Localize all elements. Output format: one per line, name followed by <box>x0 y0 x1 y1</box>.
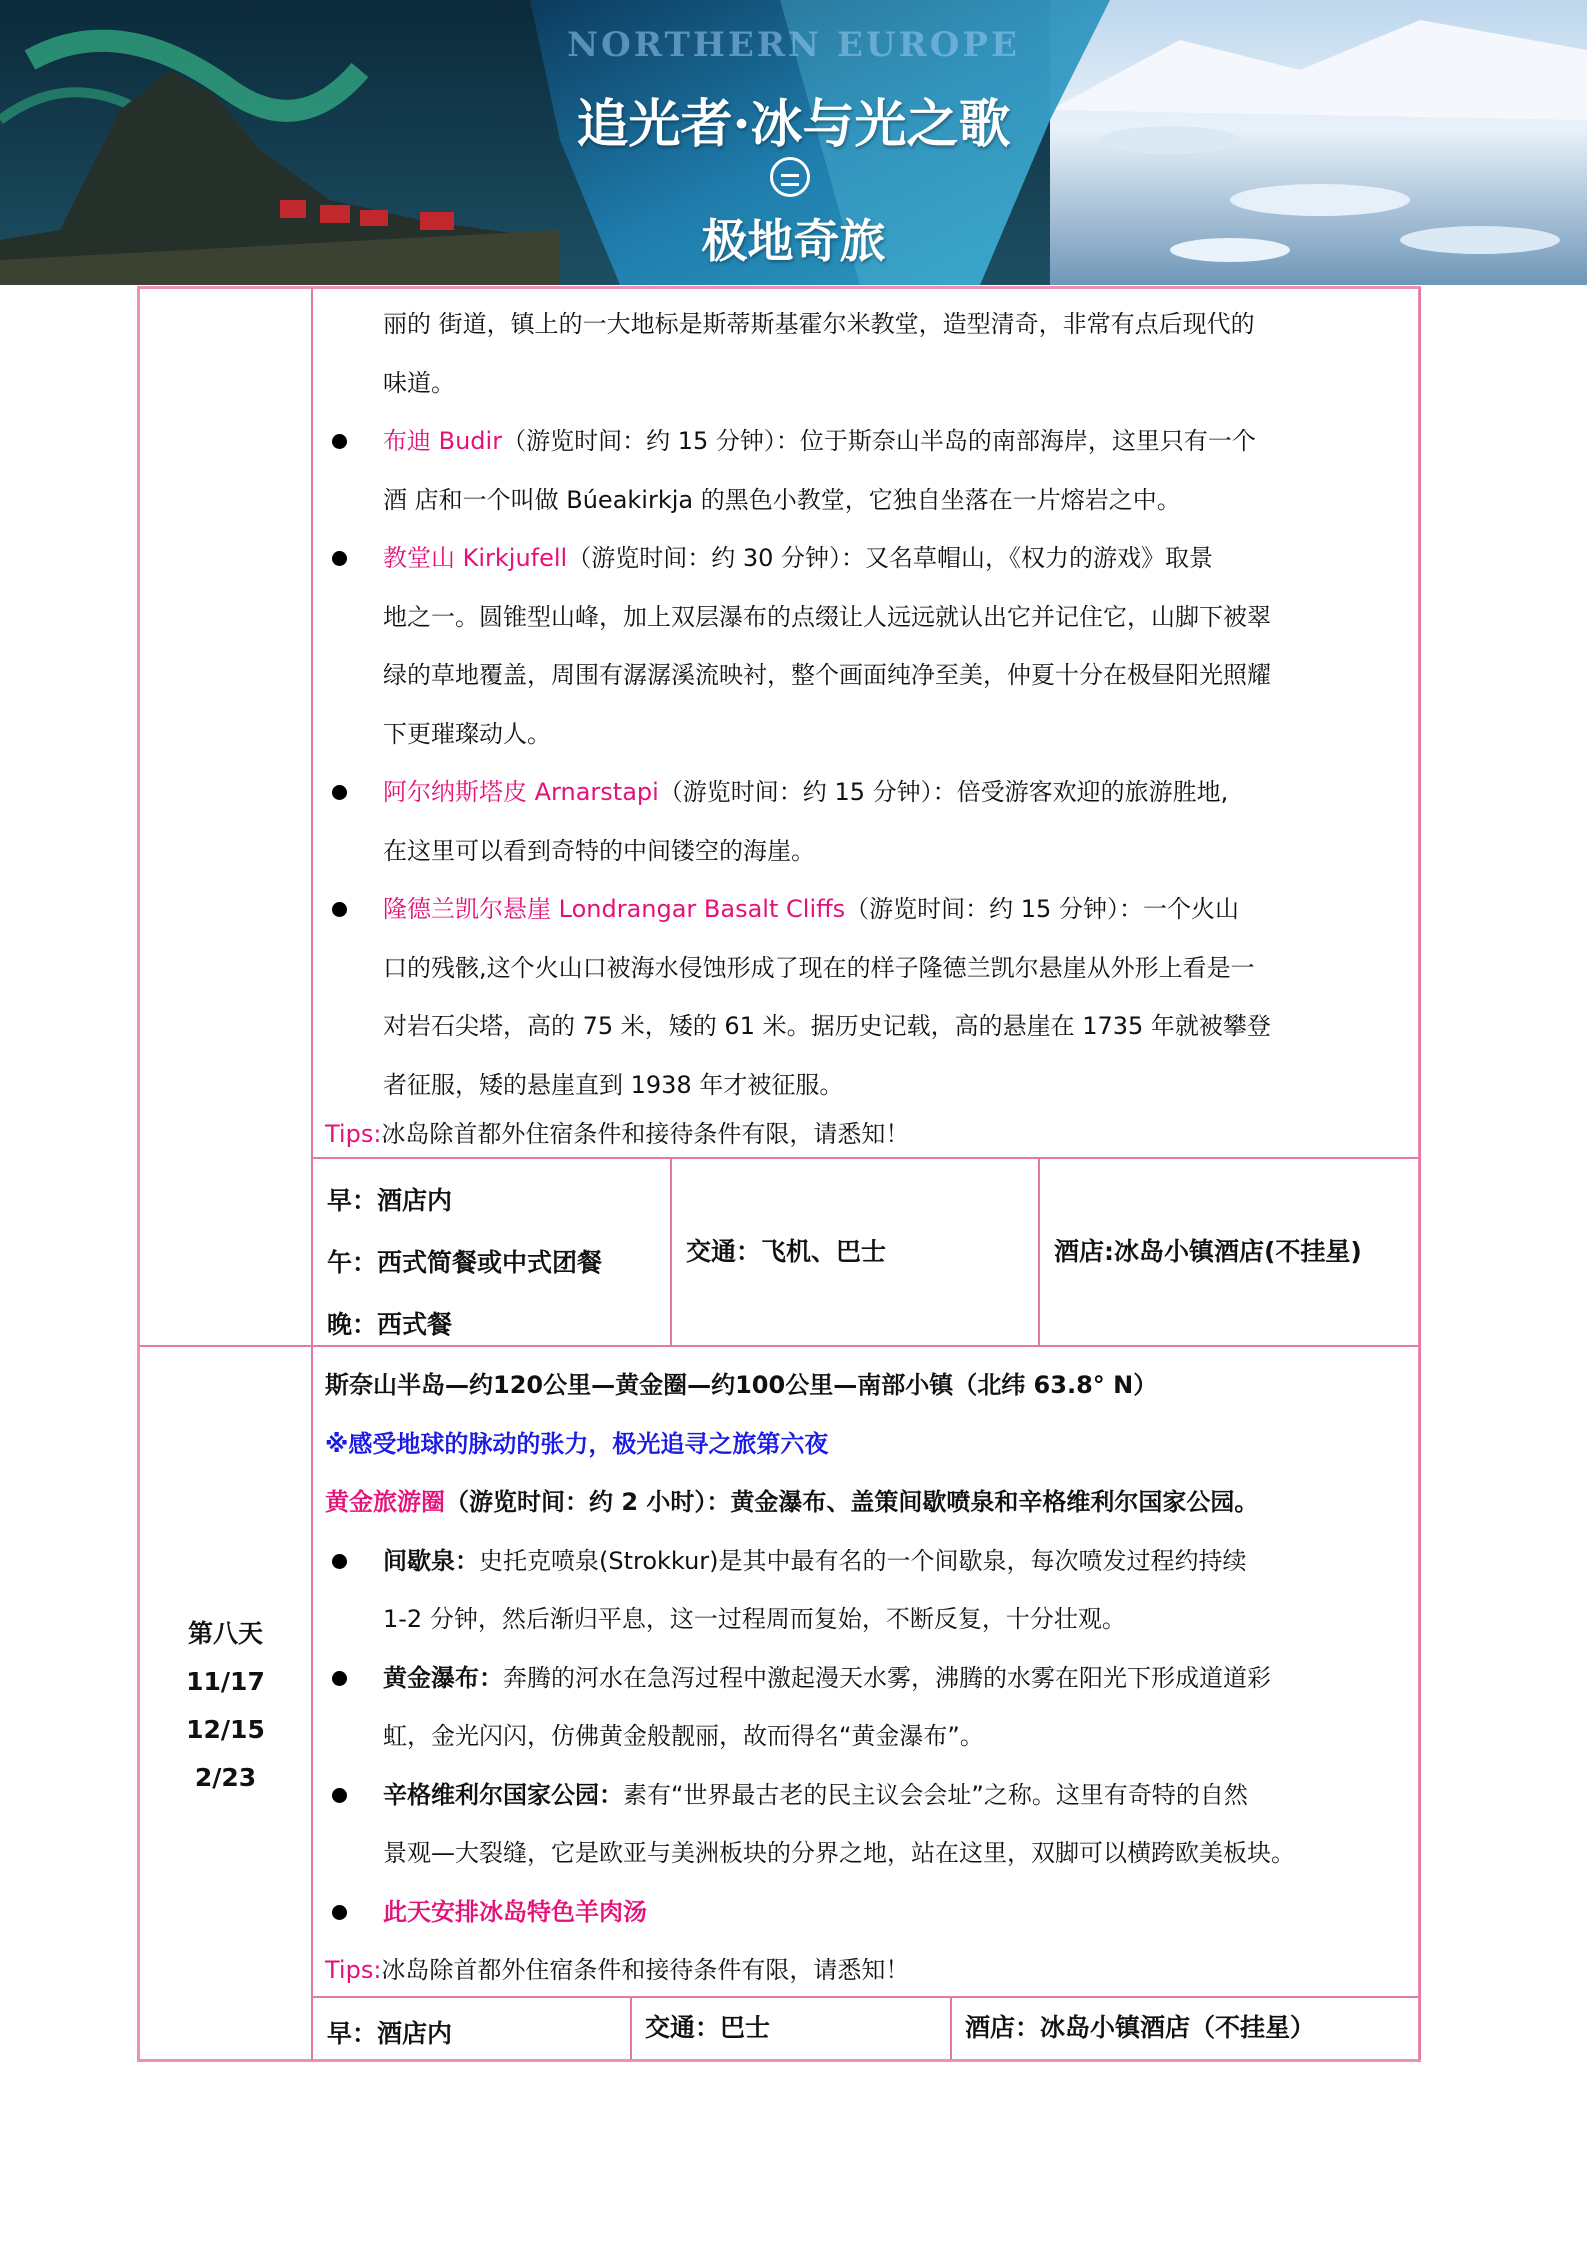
day8-content <box>325 1356 1415 2000</box>
attraction-desc: （游览时间：约 15 分钟）：一个火山 <box>845 895 1239 923</box>
intro-line: 丽的 街道，镇上的一大地标是斯蒂斯基霍尔米教堂，造型清奇，非常有点后现代的 <box>383 310 1255 338</box>
hotel-cell: 酒店：冰岛小镇酒店（不挂星） <box>965 2013 1316 2042</box>
attraction-name: 布迪 Budir <box>383 427 503 455</box>
attraction-name: 隆德兰凯尔悬崖 Londrangar Basalt Cliffs <box>383 895 846 923</box>
attraction-desc: 对岩石尖塔，高的 75 米，矮的 61 米。据历史记载，高的悬崖在 1735 年就被攀登 <box>383 1012 1271 1040</box>
tips-text: 冰岛除首都外住宿条件和接待条件有限，请悉知！ <box>381 1956 910 1984</box>
banner-title: 追光者·冰与光之歌 <box>576 94 1011 155</box>
date: 2/23 <box>194 1763 257 1792</box>
lunch: 午：西式简餐或中式团餐 <box>327 1248 603 1277</box>
attraction-desc: 酒 店和一个叫做 Búeakirkja 的黑色小教堂，它独自坐落在一片熔岩之中。 <box>383 485 1181 514</box>
intro-line: 味道。 <box>383 368 455 397</box>
breakfast-cell: 早：酒店内 <box>327 2019 453 2048</box>
hotel-cell: 酒店:冰岛小镇酒店(不挂星) <box>1054 1237 1362 1266</box>
golden-circle-desc: （游览时间：约 2 小时）：黄金瀑布、盖策间歇喷泉和辛格维利尔国家公园。 <box>445 1488 1259 1516</box>
date: 11/17 <box>186 1667 265 1696</box>
list-item <box>325 412 1415 529</box>
attraction-desc: 口的残骸,这个火山口被海水侵蚀形成了现在的样子隆德兰凯尔悬崖从外形上看是一 <box>383 953 1255 982</box>
bullet-icon <box>332 1905 347 1920</box>
transport-cell: 交通：巴士 <box>645 2013 771 2042</box>
brand-logo-icon <box>770 157 810 197</box>
day7-content <box>325 295 1415 1154</box>
transport-cell: 交通：飞机、巴士 <box>686 1237 887 1266</box>
table-divider <box>311 1157 1420 1159</box>
attraction-desc: （游览时间：约 15 分钟）：倍受游客欢迎的旅游胜地, <box>658 778 1229 806</box>
bullet-icon <box>332 434 347 449</box>
meals-cell <box>327 1170 602 1356</box>
attraction-name: 黄金瀑布： <box>383 1663 503 1692</box>
banner-brand: 极地奇旅 <box>701 214 886 268</box>
day-label: 第八天 <box>187 1619 263 1648</box>
table-divider <box>670 1158 672 1346</box>
attraction-desc: 地之一。圆锥型山峰，加上双层瀑布的点缀让人远远就认出它并记住它，山脚下被翠 <box>383 602 1271 631</box>
special-meal: 此天安排冰岛特色羊肉汤 <box>383 1897 647 1926</box>
attraction-desc: （游览时间：约 15 分钟）：位于斯奈山半岛的南部海岸，这里只有一个 <box>502 427 1256 455</box>
attraction-desc: 绿的草地覆盖，周围有潺潺溪流映衬，整个画面纯净至美，仲夏十分在极昼阳光照耀 <box>383 661 1271 689</box>
tips-line <box>325 1941 1415 2000</box>
golden-circle-line <box>325 1473 1415 1532</box>
tips-label: Tips: <box>325 1120 382 1148</box>
attraction-desc: 1-2 分钟，然后渐归平息，这一过程周而复始，不断反复，十分壮观。 <box>383 1605 1126 1633</box>
bullet-icon <box>332 785 347 800</box>
tips-line <box>325 1114 1415 1154</box>
list-item <box>325 529 1415 763</box>
attraction-name: 阿尔纳斯塔皮 Arnarstapi <box>383 778 659 806</box>
breakfast: 早：酒店内 <box>327 1186 453 1215</box>
bullet-icon <box>332 902 347 917</box>
header-banner <box>0 0 1587 285</box>
bullet-icon <box>332 1554 347 1569</box>
bullet-icon <box>332 1671 347 1686</box>
dinner: 晚：西式餐 <box>327 1310 453 1339</box>
banner-subtitle: NORTHERN EUROPE <box>567 25 1020 65</box>
attraction-desc: 在这里可以看到奇特的中间镂空的海崖。 <box>383 836 815 865</box>
attraction-desc: 奔腾的河水在急泻过程中激起漫天水雾，沸腾的水雾在阳光下形成道道彩 <box>503 1663 1271 1692</box>
attraction-desc: 景观—大裂缝，它是欧亚与美洲板块的分界之地，站在这里，双脚可以横跨欧美板块。 <box>383 1839 1295 1867</box>
list-item <box>325 1649 1415 1766</box>
golden-circle-name: 黄金旅游圈 <box>325 1488 445 1516</box>
tips-label: Tips: <box>325 1956 382 1984</box>
attraction-desc: （游览时间：约 30 分钟）：又名草帽山，《权力的游戏》取景 <box>567 544 1214 572</box>
attraction-name: 间歇泉： <box>383 1546 479 1575</box>
attraction-desc: 下更璀璨动人。 <box>383 719 551 748</box>
table-divider <box>1419 288 1421 2060</box>
attraction-desc: 者征服，矮的悬崖直到 1938 年才被征服。 <box>383 1070 844 1099</box>
route: 斯奈山半岛—约120公里—黄金圈—约100公里—南部小镇（北纬 63.8° N） <box>325 1371 1158 1399</box>
bullet-icon <box>332 551 347 566</box>
attraction-name: 教堂山 Kirkjufell <box>383 544 568 572</box>
list-item <box>325 880 1415 1114</box>
tips-text: 冰岛除首都外住宿条件和接待条件有限，请悉知！ <box>381 1120 910 1148</box>
table-divider <box>630 1997 632 2060</box>
attraction-desc: 史托克喷泉(Strokkur)是其中最有名的一个间歇泉，每次喷发过程约持续 <box>479 1546 1247 1575</box>
highlight: ※感受地球的脉动的张力，极光追寻之旅第六夜 <box>325 1429 829 1458</box>
list-item <box>325 1532 1415 1649</box>
attraction-desc: 虹，金光闪闪，仿佛黄金般靓丽，故而得名“黄金瀑布”。 <box>383 1722 984 1750</box>
table-divider <box>950 1997 952 2060</box>
attraction-name: 辛格维利尔国家公园： <box>383 1780 623 1809</box>
list-item <box>325 1766 1415 1883</box>
table-divider <box>1038 1158 1040 1346</box>
day-label-cell <box>139 1610 312 1802</box>
attraction-desc: 素有“世界最古老的民主议会会址”之称。这里有奇特的自然 <box>623 1780 1248 1809</box>
list-item <box>325 763 1415 880</box>
list-item <box>325 1883 1415 1942</box>
date: 12/15 <box>186 1715 265 1744</box>
bullet-icon <box>332 1788 347 1803</box>
